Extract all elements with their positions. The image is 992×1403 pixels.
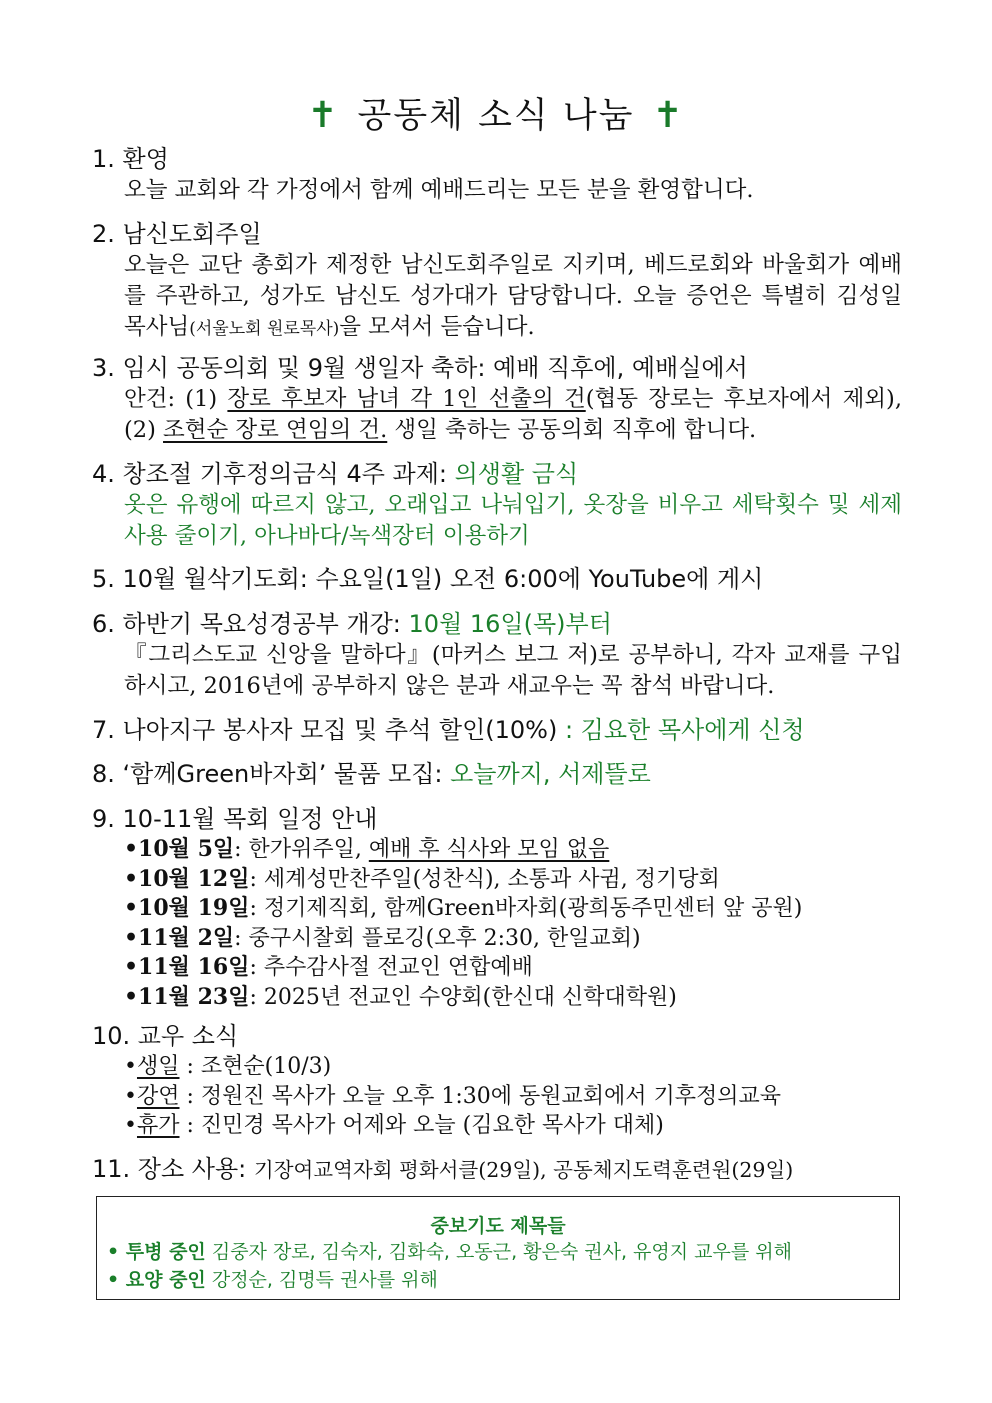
item-heading: 9. 10-11월 목회 일정 안내 [92,805,378,833]
item-heading: 6. 하반기 목요성경공부 개강: 10월 16일(목)부터 [92,610,612,638]
item-heading: 1. 환영 [92,145,169,173]
schedule-row: •10월 19일: 정기제직회, 함께Green바자회(광희동주민센터 앞 공원) [124,895,803,921]
schedule-row: •10월 5일: 한가위주일, 예배 후 식사와 모임 없음 [124,836,610,862]
item-member-news [92,1020,902,1141]
cross-icon: ✝ [652,95,685,136]
item-volunteers [92,714,902,746]
item-body: 옷은 유행에 따르지 않고, 오래입고 나눠입기, 옷장을 비우고 세탁횟수 및 세제사용 줄이기, 아나바다/녹색장터 이용하기 [124,492,902,549]
schedule-row: •11월 2일: 중구시찰회 플로깅(오후 2:30, 한일교회) [124,924,641,951]
item-heading: 8. ‘함께Green바자회’ 물품 모집: 오늘까지, 서제뜰로 [92,760,651,788]
news-row: •휴가 : 진민경 목사가 어제와 오늘 (김요한 목사가 대체) [124,1113,664,1138]
item-body: 『그리스도교 신앙을 말하다』(마커스 보그 저)로 공부하니, 각자 교재를 구입하시고, 2016년에 공부하지 않은 분과 새교우는 꼭 참석 바랍니다. [124,642,902,699]
prayer-box [96,1196,900,1300]
item-heading: 3. 임시 공동의회 및 9월 생일자 축하: 예배 직후에, 예배실에서 [92,354,748,382]
news-row: •생일 : 조현순(10/3) [124,1054,332,1079]
prayer-title: 중보기도 제목들 [430,1215,566,1237]
item-heading: 2. 남신도회주일 [92,220,262,248]
news-row: •강연 : 정원진 목사가 오늘 오후 1:30에 동원교회에서 기후정의교육 [124,1083,782,1109]
item-climate-fast [92,458,902,552]
prayer-line: • 요양 중인 강정순, 김명득 권사를 위해 [107,1269,438,1291]
item-congregational-meeting [92,352,902,446]
item-bible-study [92,608,902,702]
item-bazaar [92,758,902,790]
item-heading: 5. 10월 월삭기도회: 수요일(1일) 오전 6:00에 YouTube에 게시 [92,565,764,593]
schedule-row: •10월 12일: 세계성만찬주일(성찬식), 소통과 사귐, 정기당회 [124,865,720,892]
item-heading: 7. 나아지구 봉사자 모집 및 추석 할인(10%) : 김요한 목사에게 신청 [92,716,805,744]
schedule-row: •11월 16일: 추수감사절 전교인 연합예배 [124,954,533,980]
item-heading: 10. 교우 소식 [92,1022,239,1050]
item-schedule [92,803,902,1012]
item-heading: 4. 창조절 기후정의금식 4주 과제: 의생활 금식 [92,460,579,488]
item-body: 오늘은 교단 총회가 제정한 남신도회주일로 지키며, 베드로회와 바울회가 예배를 주관하고, 성가도 남신도 성가대가 담당합니다. 오늘 증언은 특별히 김성일 목사님(서울노회 원로목사)을 모셔서 듣습니다. [124,252,902,340]
page-title: ✝ 공동체 소식 나눔 ✝ [307,95,685,136]
prayer-line: • 투병 중인 김중자 장로, 김숙자, 김화숙, 오동근, 황은숙 권사, 유영지 교우를 위해 [107,1241,792,1263]
item-prayer-meeting [92,563,902,595]
item-welcome [92,143,902,206]
item-body: 오늘 교회와 각 가정에서 함께 예배드리는 모든 분을 환영합니다. [124,177,754,203]
item-body: 안건: (1) 장로 후보자 남녀 각 1인 선출의 건(협동 장로는 후보자에서 제외), (2) 조현순 장로 연임의 건. 생일 축하는 공동의회 직후에 합니다. [124,386,902,443]
schedule-row: •11월 23일: 2025년 전교인 수양회(한신대 신학대학원) [124,983,677,1010]
item-mens-sunday [92,218,902,345]
item-heading: 11. 장소 사용: 기장여교역자회 평화서클(29일), 공동체지도력훈련원(29일) [92,1155,794,1183]
item-venue-use [92,1153,902,1186]
cross-icon: ✝ [307,95,340,136]
